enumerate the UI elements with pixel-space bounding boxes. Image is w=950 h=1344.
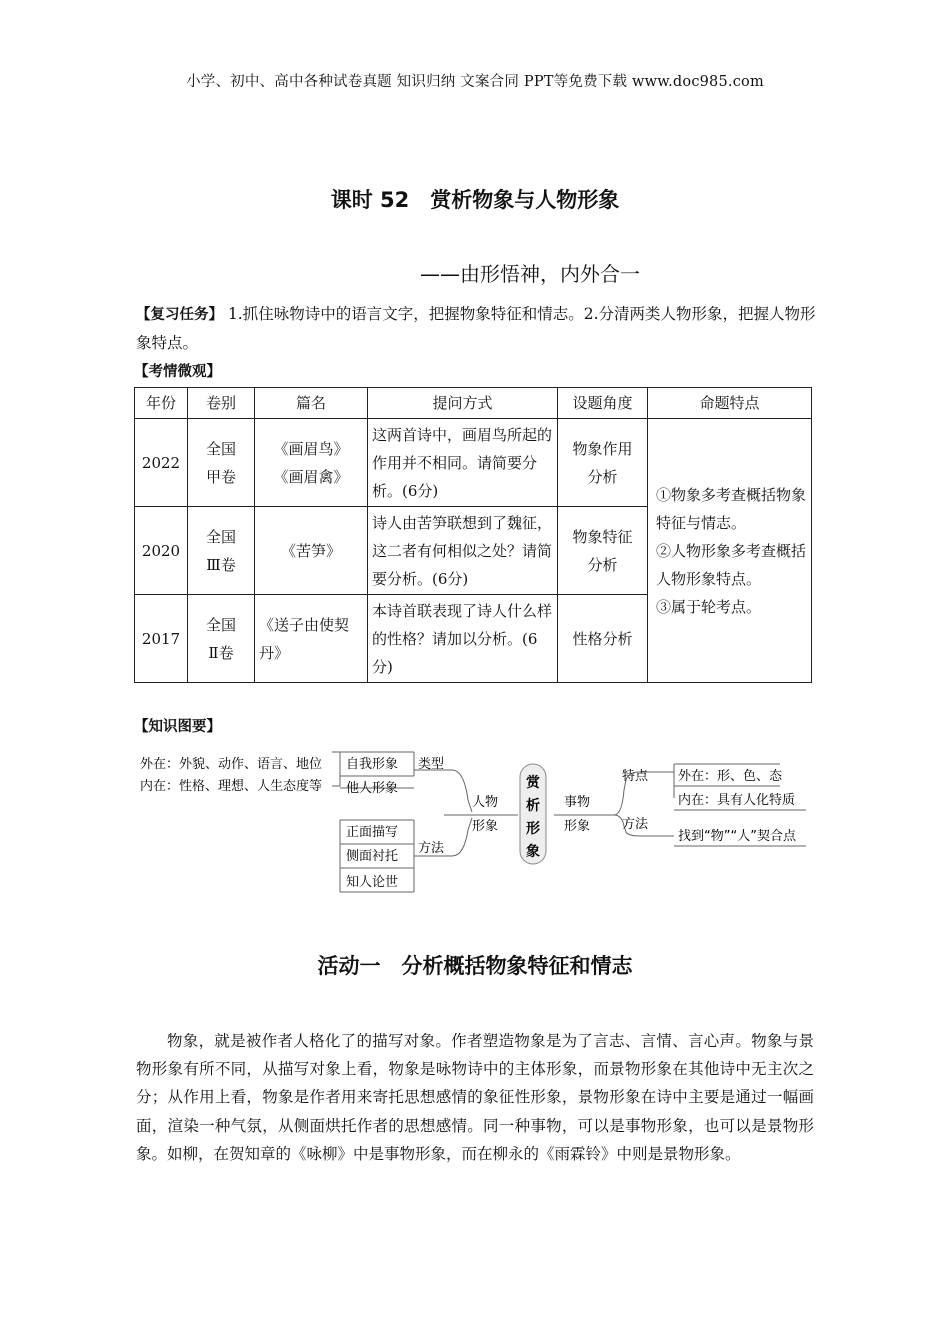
mm-find: 找到“物”“人”契合点 — [678, 829, 796, 844]
cell-paper: 全国 甲卷 — [188, 419, 255, 507]
mm-side: 侧面衬托 — [346, 849, 399, 864]
th-feature: 命题特点 — [648, 388, 812, 419]
th-year: 年份 — [135, 388, 188, 419]
cell-feature: ①物象多考查概括物象特征与情志。 ②人物形象多考查概括人物形象特点。 ③属于轮考点。 — [648, 419, 812, 683]
exam-table — [134, 387, 812, 683]
page-title: 课时 52 赏析物象与人物形象 — [330, 188, 620, 212]
cell-title: 《送子由使契丹》 — [255, 595, 368, 683]
mm-feature: 特点 — [622, 769, 649, 784]
mind-map — [134, 740, 814, 900]
review-text: 1.抓住咏物诗中的语言文字，把握物象特征和情志。2.分清两类人物形象，把握人物形象特点。 — [136, 305, 816, 352]
mm-front: 正面描写 — [346, 825, 399, 840]
mm-outer: 外在：外貌、动作、语言、地位 — [140, 757, 323, 772]
th-angle: 设题角度 — [558, 388, 648, 419]
knowledge-label: 【知识图要】 — [134, 719, 221, 735]
page-header: 小学、初中、高中各种试卷真题 知识归纳 文案合同 PPT等免费下载 www.doc985.com — [186, 74, 764, 90]
cell-year: 2020 — [135, 507, 188, 595]
cell-paper: 全国 Ⅱ卷 — [188, 595, 255, 683]
cell-question: 这两首诗中，画眉鸟所起的作用并不相同。请简要分析。(6分) — [368, 419, 558, 507]
mm-method: 方法 — [418, 841, 445, 856]
mm-type: 类型 — [418, 757, 445, 772]
review-task — [136, 300, 816, 357]
mm-center-4: 象 — [526, 844, 540, 860]
mm-ext: 外在：形、色、态 — [678, 769, 783, 784]
cell-angle: 物象作用 分析 — [558, 419, 648, 507]
review-label: 【复习任务】 — [136, 307, 223, 323]
cell-year: 2017 — [135, 595, 188, 683]
cell-angle: 物象特征 分析 — [558, 507, 648, 595]
mm-person1: 人物 — [472, 795, 499, 810]
th-paper: 卷别 — [188, 388, 255, 419]
mm-know: 知人论世 — [346, 875, 399, 890]
cell-question: 本诗首联表现了诗人什么样的性格？请加以分析。(6分) — [368, 595, 558, 683]
cell-paper: 全国 Ⅲ卷 — [188, 507, 255, 595]
th-question: 提问方式 — [368, 388, 558, 419]
table-header-row — [135, 388, 812, 419]
mm-inner: 内在：性格、理想、人生态度等 — [140, 779, 323, 794]
mm-int: 内在：具有人化特质 — [678, 793, 796, 808]
cell-question: 诗人由苦笋联想到了魏征，这二者有何相似之处？请简要分析。(6分) — [368, 507, 558, 595]
mm-thing2: 形象 — [564, 819, 591, 834]
activity-title: 活动一 分析概括物象特征和情志 — [317, 954, 633, 978]
cell-title: 《画眉鸟》 《画眉禽》 — [255, 419, 368, 507]
mm-center-2: 析 — [526, 798, 540, 814]
mm-center-3: 形 — [526, 821, 540, 837]
mm-method2: 方法 — [622, 817, 649, 832]
cell-angle: 性格分析 — [558, 595, 648, 683]
th-title: 篇名 — [255, 388, 368, 419]
mm-center-1: 赏 — [526, 775, 540, 791]
body-paragraph: 物象，就是被作者人格化了的描写对象。作者塑造物象是为了言志、言情、言心声。物象与景物形象有所不同，从描写对象上看，物象是咏物诗中的主体形象，而景物形象在其他诗中无主次之分；从作用上看，物象是作者用来寄托思想感情的象征性形象，景物形象在诗中主要是通过一幅画面，渲染一种气氛，从侧面烘托作者的思想感情。同一种事物，可以是事物形象，也可以是景物形象。如柳，在贺知章的《咏柳》中是事物形象，而在柳永的《雨霖铃》中则是景物形象。 — [136, 1032, 814, 1163]
table-row — [135, 419, 812, 507]
cell-title: 《苦笋》 — [255, 507, 368, 595]
exam-label: 【考情微观】 — [134, 364, 221, 380]
mm-thing1: 事物 — [564, 795, 591, 810]
mm-other: 他人形象 — [346, 781, 399, 796]
mm-self: 自我形象 — [346, 757, 399, 772]
mm-person2: 形象 — [472, 819, 499, 834]
page-subtitle: ——由形悟神，内外合一 — [420, 262, 640, 286]
cell-year: 2022 — [135, 419, 188, 507]
